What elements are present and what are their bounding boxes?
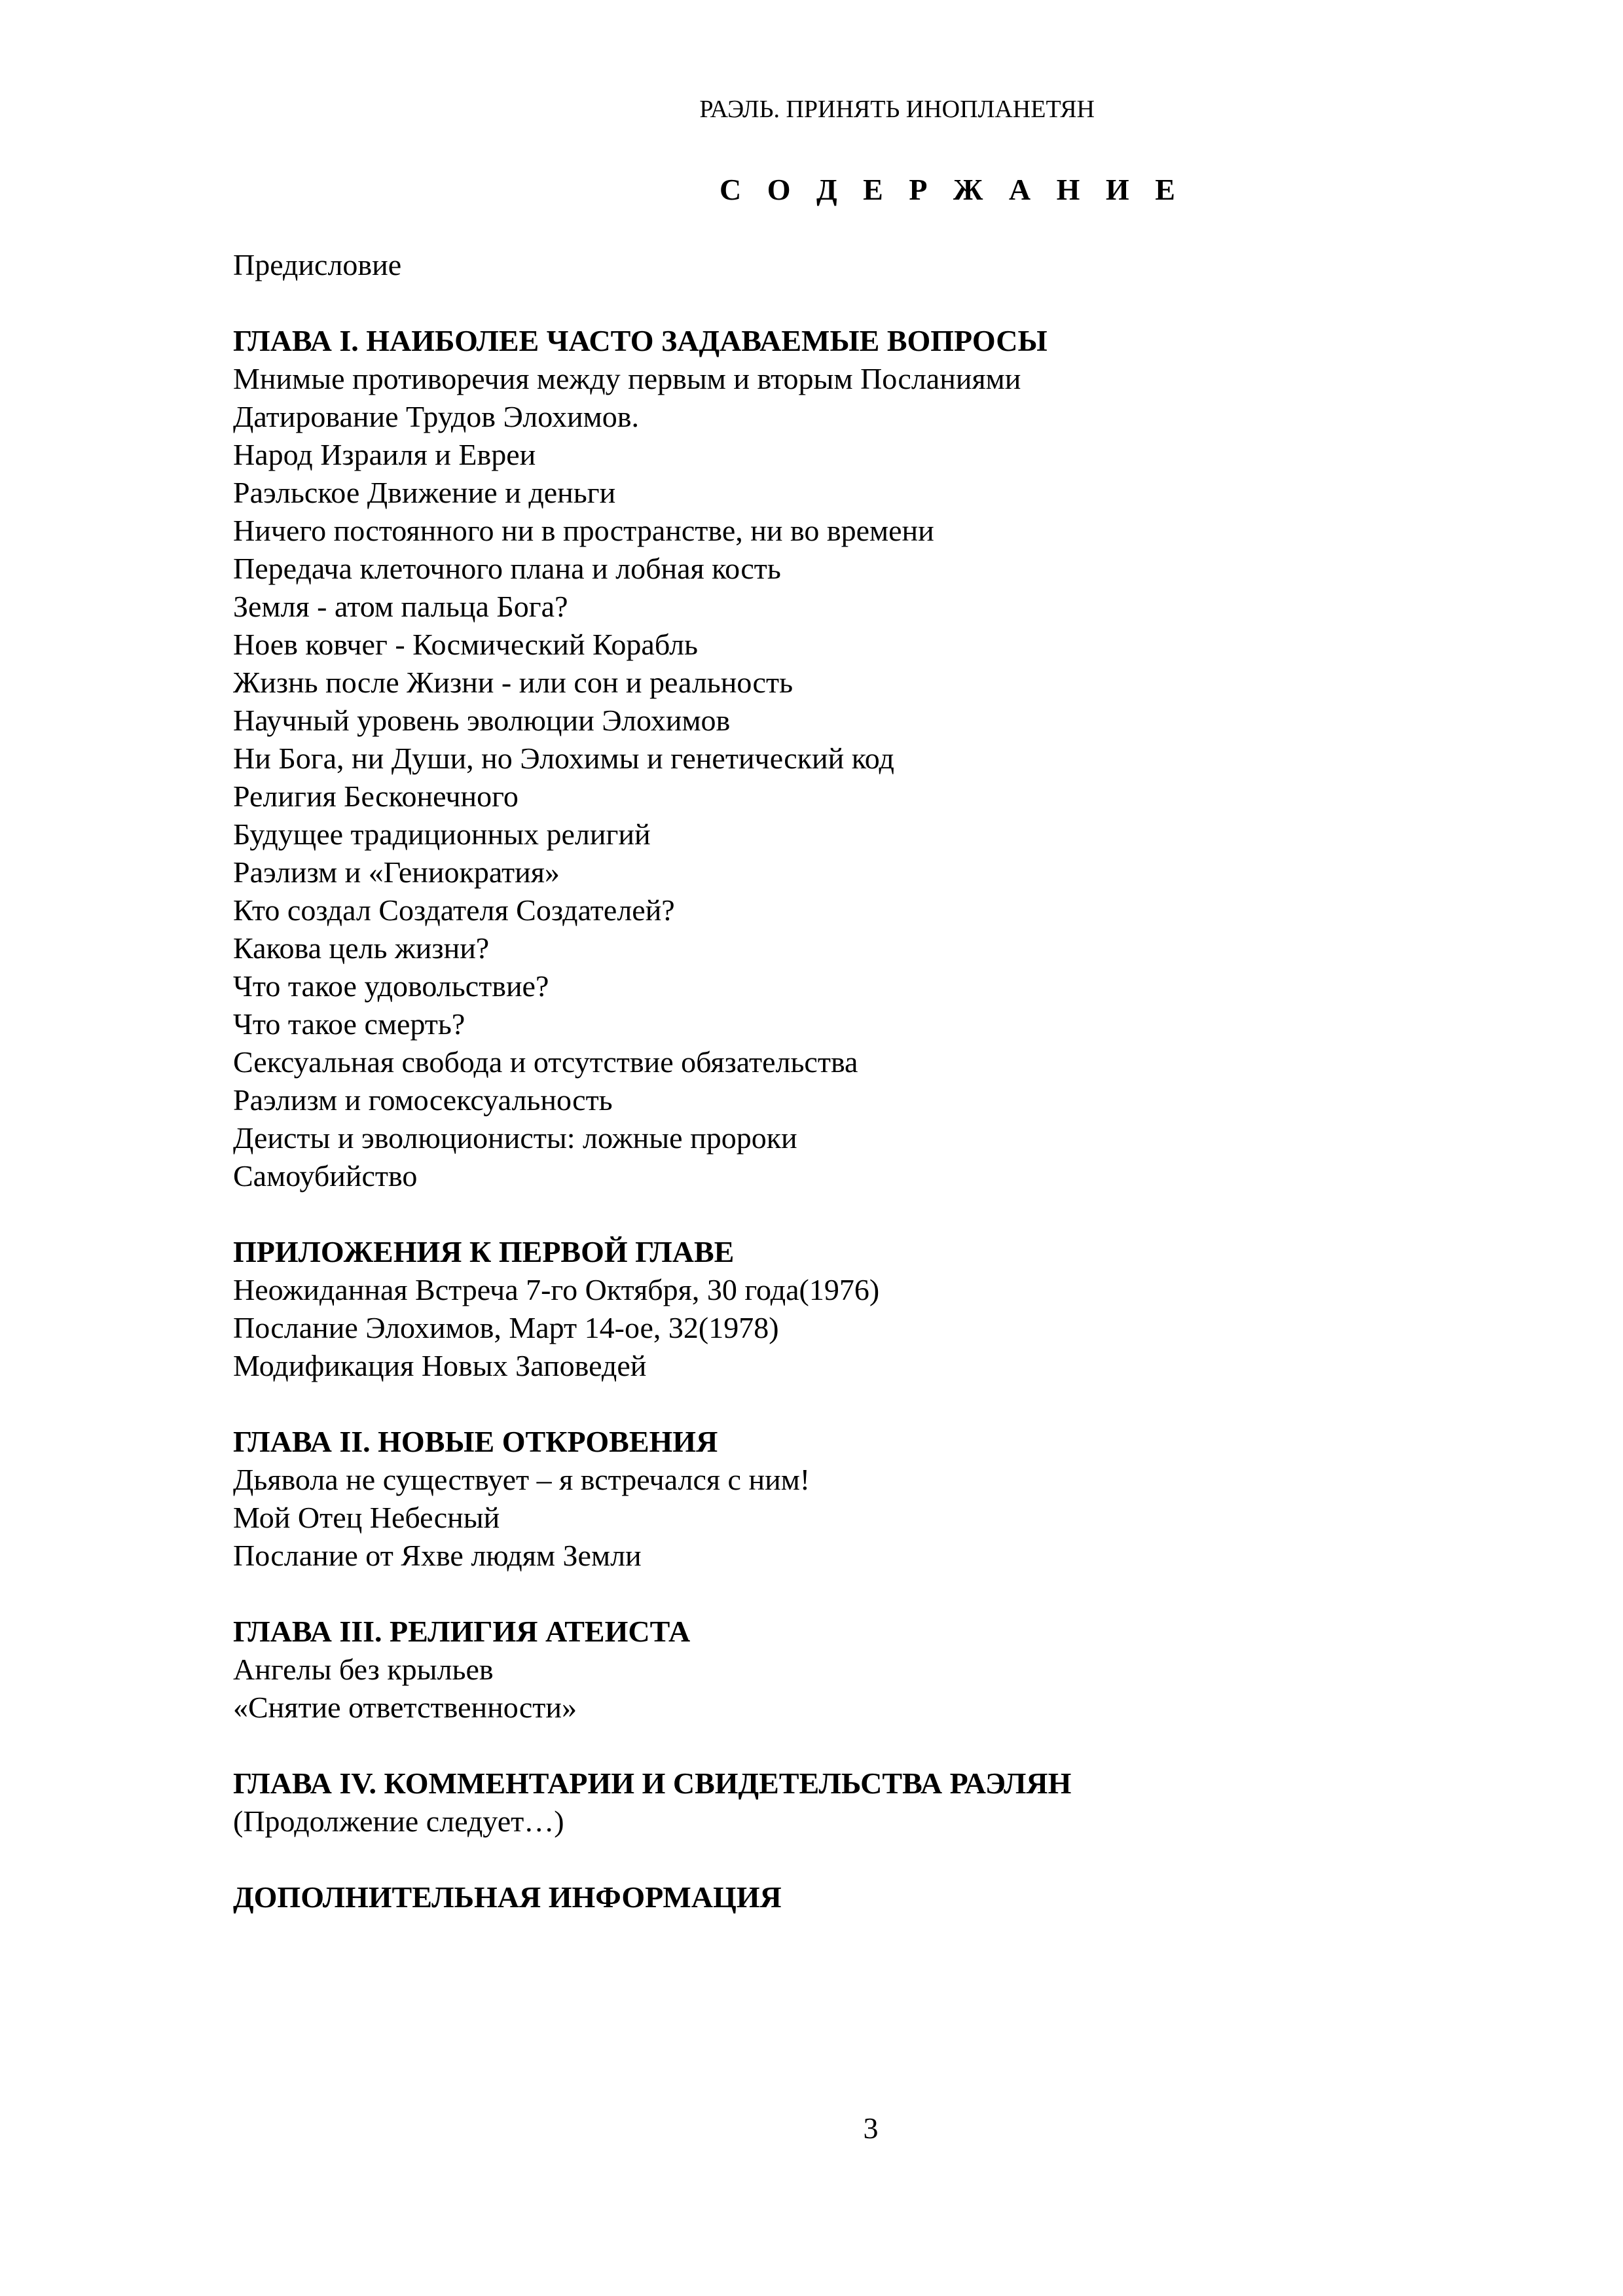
- section-heading: ГЛАВА II. НОВЫЕ ОТКРОВЕНИЯ: [233, 1425, 718, 1458]
- toc-entry: Религия Бесконечного: [233, 780, 519, 813]
- toc-entry: Сексуальная свобода и отсутствие обязательства: [233, 1045, 858, 1079]
- toc-entry: Научный уровень эволюции Элохимов: [233, 704, 731, 737]
- section-items: [233, 1461, 1477, 1575]
- toc-section-chapter-3: [233, 1613, 1477, 1727]
- toc-entry: Народ Израиля и Евреи: [233, 438, 536, 471]
- section-heading: ГЛАВА I. НАИБОЛЕЕ ЧАСТО ЗАДАВАЕМЫЕ ВОПРОСЫ: [233, 324, 1048, 357]
- toc-entry: Деисты и эволюционисты: ложные пророки: [233, 1121, 797, 1155]
- toc-entry: Мнимые противоречия между первым и вторым Посланиями: [233, 362, 1021, 395]
- toc-entry: Ни Бога, ни Души, но Элохимы и генетический код: [233, 742, 894, 775]
- toc-entry: Что такое смерть?: [233, 1007, 465, 1041]
- toc-entry: (Продолжение следует…): [233, 1804, 564, 1838]
- toc-section-chapter-2: [233, 1423, 1477, 1575]
- toc-entry: Передача клеточного плана и лобная кость: [233, 552, 781, 585]
- toc-entry: Послание от Яхве людям Земли: [233, 1539, 642, 1572]
- toc-entry: Ангелы без крыльев: [233, 1653, 494, 1686]
- toc-entry: Что такое удовольствие?: [233, 969, 549, 1003]
- section-heading: ГЛАВА IV. КОММЕНТАРИИ И СВИДЕТЕЛЬСТВА РАЭЛЯН: [233, 1767, 1072, 1800]
- section-heading: ДОПОЛНИТЕЛЬНАЯ ИНФОРМАЦИЯ: [233, 1880, 782, 1914]
- toc-entry: «Снятие ответственности»: [233, 1691, 577, 1724]
- section-items: [233, 1651, 1477, 1727]
- section-heading: ПРИЛОЖЕНИЯ К ПЕРВОЙ ГЛАВЕ: [233, 1235, 735, 1268]
- toc-entry: Жизнь после Жизни - или сон и реальность: [233, 666, 793, 699]
- toc-entry: Какова цель жизни?: [233, 931, 490, 965]
- toc-entry: Ноев ковчег - Космический Корабль: [233, 628, 699, 661]
- toc-section-chapter-1: [233, 322, 1477, 1195]
- toc-title: С О Д Е Р Ж А Н И Е: [720, 173, 1184, 206]
- toc-section-chapter-4: [233, 1765, 1477, 1840]
- toc-entry: Послание Элохимов, Март 14-ое, 32(1978): [233, 1311, 779, 1344]
- running-header: РАЭЛЬ. ПРИНЯТЬ ИНОПЛАНЕТЯН: [699, 96, 1095, 123]
- page-number: 3: [863, 2111, 879, 2145]
- toc-entry: Датирование Трудов Элохимов.: [233, 400, 639, 433]
- toc-entry: Раэлизм и «Гениократия»: [233, 855, 560, 889]
- toc-entry: Земля - атом пальца Бога?: [233, 590, 568, 623]
- toc-entry: Модификация Новых Заповедей: [233, 1349, 647, 1382]
- toc-entry: Будущее традиционных религий: [233, 817, 651, 851]
- toc-entry: Раэльское Движение и деньги: [233, 476, 616, 509]
- toc-entry: Ничего постоянного ни в пространстве, ни во времени: [233, 514, 934, 547]
- toc-entry: Раэлизм и гомосексуальность: [233, 1083, 613, 1117]
- toc-entry: Неожиданная Встреча 7-го Октября, 30 года(1976): [233, 1273, 880, 1306]
- section-items: [233, 1803, 1477, 1840]
- toc-entry: Самоубийство: [233, 1159, 418, 1193]
- table-of-contents: [233, 246, 1477, 1916]
- toc-entry-preface: Предисловие: [233, 248, 402, 281]
- toc-entry: Дьявола не существует – я встречался с ним!: [233, 1463, 811, 1496]
- toc-entry: Мой Отец Небесный: [233, 1501, 500, 1534]
- toc-section-appendix-1: [233, 1233, 1477, 1385]
- toc-section-additional-info: [233, 1878, 1477, 1916]
- section-heading: ГЛАВА III. РЕЛИГИЯ АТЕИСТА: [233, 1615, 691, 1648]
- section-items: [233, 1271, 1477, 1385]
- section-items: [233, 360, 1477, 1195]
- toc-entry: Кто создал Создателя Создателей?: [233, 893, 675, 927]
